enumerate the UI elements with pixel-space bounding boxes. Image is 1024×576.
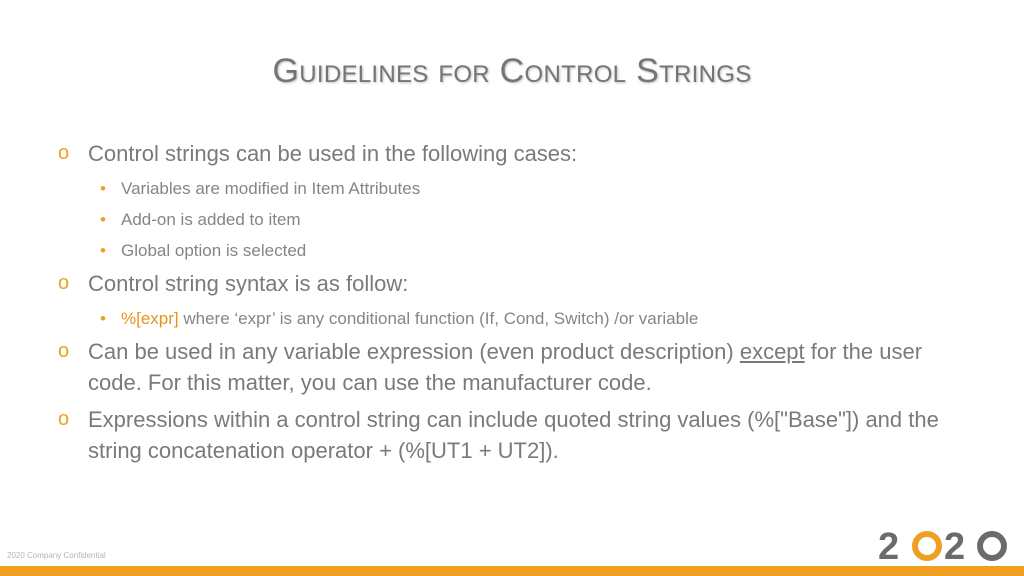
sub-list-item	[58, 173, 978, 204]
dot-bullet-icon: •	[100, 179, 106, 198]
item-text: Control string syntax is as follow:	[88, 271, 409, 296]
logo-digit-2: 2	[944, 528, 966, 564]
circle-bullet-icon: o	[58, 272, 70, 294]
bullet-list	[58, 138, 978, 470]
dot-bullet-icon: •	[100, 210, 106, 229]
slide-title: Guidelines for Control Strings	[272, 52, 752, 90]
list-item	[58, 404, 978, 466]
sub-list-item	[58, 204, 978, 235]
sub-item-text: Global option is selected	[121, 241, 307, 260]
item-text: for the user code. For this matter, you can use the manufacturer code.	[88, 339, 923, 395]
sub-item-text: Add-on is added to item	[121, 210, 301, 229]
circle-bullet-icon: o	[58, 408, 70, 430]
list-item	[58, 138, 978, 169]
logo-digit-2: 2	[878, 528, 900, 564]
sub-item-text: where ‘expr’ is any conditional function (If, Cond, Switch) /or variable	[178, 309, 699, 328]
syntax-highlight: %[expr]	[121, 309, 179, 328]
circle-bullet-icon: o	[58, 340, 70, 362]
list-item	[58, 268, 978, 299]
item-text: Control strings can be used in the following cases:	[88, 141, 578, 166]
item-text: Can be used in any variable expression (even product description)	[88, 339, 740, 364]
list-item	[58, 336, 978, 398]
company-logo	[878, 528, 1012, 564]
bottom-accent-bar	[0, 566, 1024, 576]
confidential-footer: 2020 Company Confidential	[7, 551, 106, 560]
underlined-word: except	[739, 339, 805, 364]
logo-gray-ring	[980, 534, 1004, 558]
sub-item-text: Variables are modified in Item Attributes	[121, 179, 421, 198]
dot-bullet-icon: •	[100, 241, 106, 260]
sub-list-item	[58, 303, 978, 334]
item-text: Expressions within a control string can include quoted string values (%["Base"]) and the string concatenation operator + (%[UT1 + UT2]).	[88, 407, 939, 463]
dot-bullet-icon: •	[100, 309, 106, 328]
logo-orange-ring	[915, 534, 939, 558]
sub-list-item	[58, 235, 978, 266]
circle-bullet-icon: o	[58, 142, 70, 164]
